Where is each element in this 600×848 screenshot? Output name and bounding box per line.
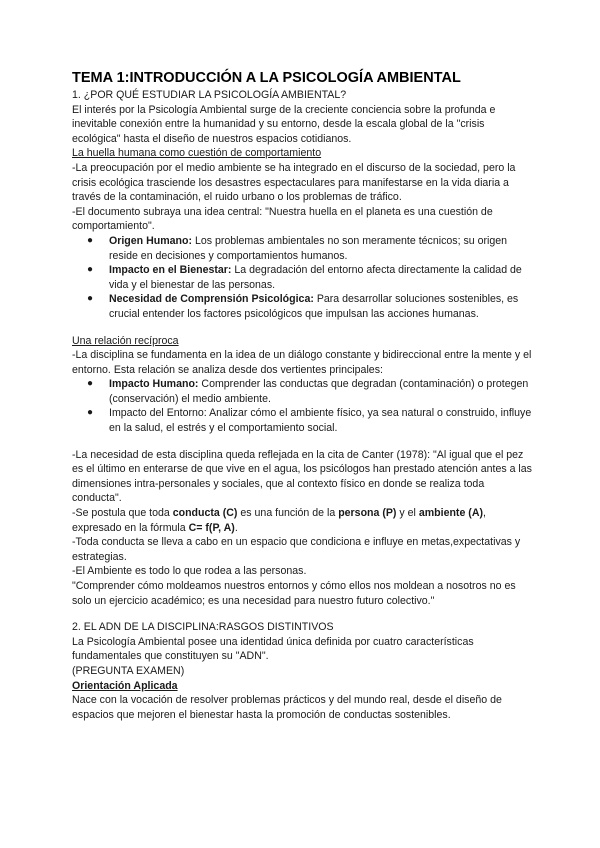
paragraph: Nace con la vocación de resolver problemas prácticos y del mundo real, desde el diseño de espacios que mejoren el bienestar hasta la promoción de conductas sostenibles. <box>72 694 502 721</box>
paragraph: -La disciplina se fundamenta en la idea de un diálogo constante y bidireccional entre la mente y el entorno. Esta relación se analiza desde dos vertientes principales: <box>72 349 532 376</box>
exam-note: (PREGUNTA EXAMEN) <box>72 664 185 677</box>
section-1-heading: 1. ¿POR QUÉ ESTUDIAR LA PSICOLOGÍA AMBIENTAL? <box>72 89 347 101</box>
bullet-icon: ● <box>87 264 94 276</box>
bullet-icon: ● <box>87 407 94 419</box>
list-item: ● Impacto Humano: Comprender las conductas que degradan (contaminación) o protegen (conservación) el medio ambiente. <box>87 378 529 405</box>
list-item: ● Impacto en el Bienestar: La degradación del entorno afecta directamente la calidad de vida y el bienestar de las personas. <box>87 264 522 291</box>
paragraph-formula: -Se postula que toda conducta (C) es una función de la persona (P) y el ambiente (A), expresado en la fórmula C= f(P, A). <box>72 507 486 534</box>
paragraph-closing-quote: "Comprender cómo moldeamos nuestros entornos y cómo ellos nos moldean a nosotros no es solo un ejercicio académico; es una necesidad para nuestro futuro colectivo." <box>72 580 516 607</box>
section-1-intro: El interés por la Psicología Ambiental surge de la creciente conciencia sobre la profunda e inevitable conexión entre la humanidad y su entorno, desde la escala global de la "crisis ecológica" hasta el diseño de nuestros espacios cotidianos. <box>72 103 496 145</box>
page-title: TEMA 1:INTRODUCCIÓN A LA PSICOLOGÍA AMBIENTAL <box>72 70 461 86</box>
list-item: ● Origen Humano: Los problemas ambientales no son meramente técnicos; su origen reside en decisiones y comportamientos humanos. <box>87 234 508 262</box>
paragraph-canter-quote: -La necesidad de esta disciplina queda reflejada en la cita de Canter (1978): "Al igual que el pez es el último en enterarse de que vive en el agua, los psicólogos han prestado atención antes a las dimensiones intra-personales y sociales, que al contexto físico en donde se realiza toda conducta". <box>72 448 532 505</box>
paragraph: -El Ambiente es todo lo que rodea a las personas. <box>72 565 307 578</box>
bullet-icon: ● <box>87 378 94 390</box>
section-2-intro: La Psicología Ambiental posee una identidad única definida por cuatro características fundamentales que constituyen su "ADN". <box>72 635 474 663</box>
subheading-relacion: Una relación recíproca <box>72 334 179 347</box>
bullet-list-huella <box>72 234 534 322</box>
bullet-icon: ● <box>87 293 94 305</box>
paragraph: -El documento subraya una idea central: "Nuestra huella en el planeta es una cuestión de comportamiento". <box>72 205 493 233</box>
bullet-list-relacion <box>72 377 534 435</box>
bullet-icon: ● <box>87 234 94 246</box>
subheading-orientacion: Orientación Aplicada <box>72 679 178 692</box>
section-2-heading: 2. EL ADN DE LA DISCIPLINA:RASGOS DISTINTIVOS <box>72 621 334 634</box>
list-item: ● Impacto del Entorno: Analizar cómo el ambiente físico, ya sea natural o construido, influye en la salud, el estrés y el comportamiento social. <box>87 407 532 435</box>
list-item: ● Necesidad de Comprensión Psicológica: Para desarrollar soluciones sostenibles, es crucial entender los factores psicológicos que impulsan las acciones humanas. <box>87 293 519 320</box>
paragraph: -La preocupación por el medio ambiente se ha integrado en el discurso de la sociedad, pero la crisis ecológica trasciende los desastres espectaculares para manifestarse en la vida diaria a través de la contaminación, el ruido urbano o los problemas de tráfico. <box>72 161 516 204</box>
subheading-huella: La huella humana como cuestión de comportamiento <box>72 147 322 160</box>
paragraph: -Toda conducta se lleva a cabo en un espacio que condiciona e influye en metas,expectativas y estrategias. <box>72 536 521 563</box>
document-page <box>72 68 534 722</box>
